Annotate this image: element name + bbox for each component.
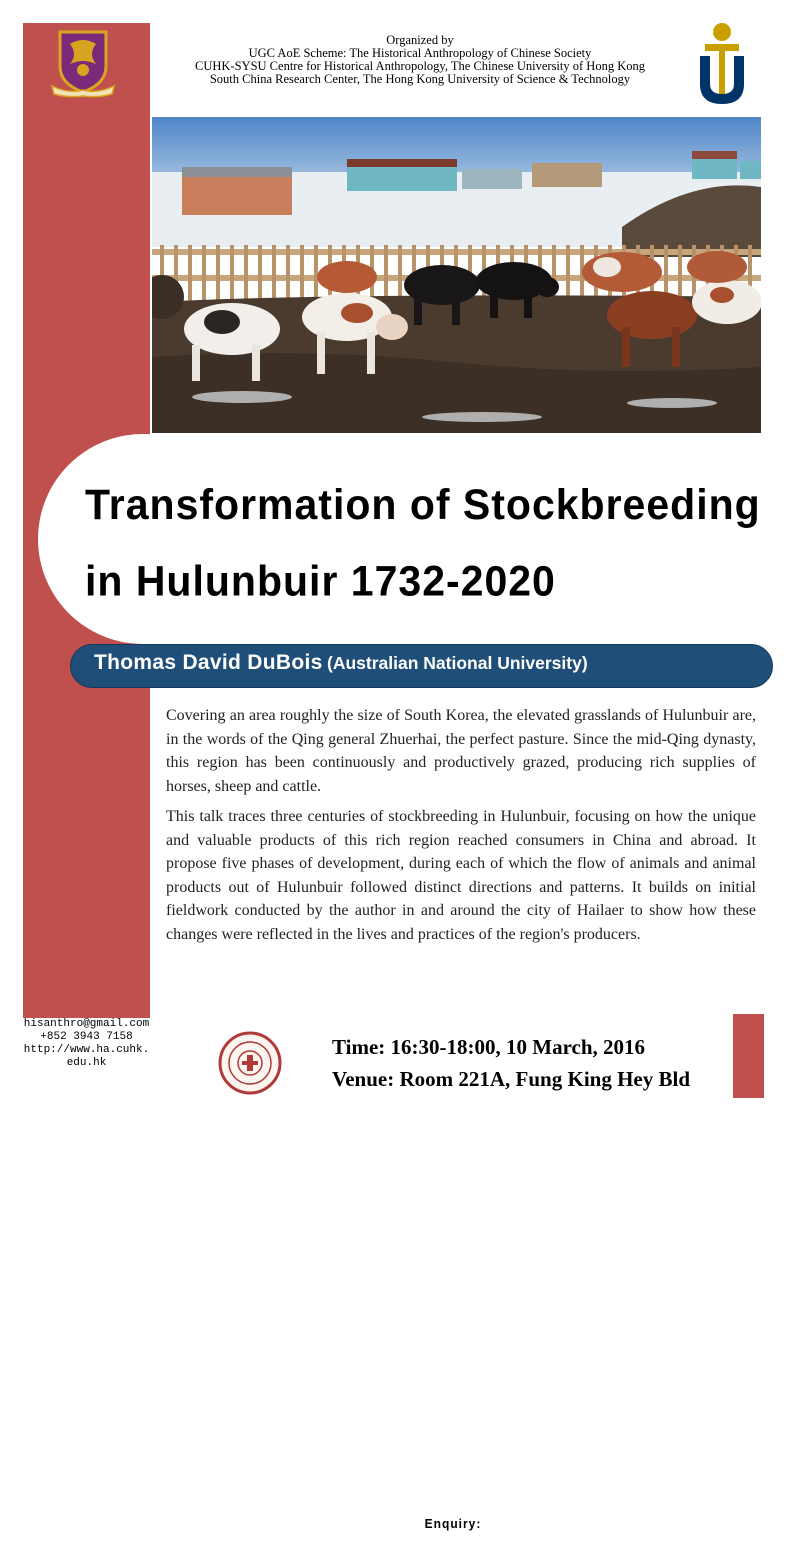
speaker-affiliation: (Australian National University): [327, 653, 588, 673]
organized-by-heading: Organized by: [386, 33, 454, 47]
organizer-line: CUHK-SYSU Centre for Historical Anthropology, The Chinese University of Hong Kong: [195, 59, 645, 73]
event-info: [332, 1031, 690, 1095]
organizer-line: UGC AoE Scheme: The Historical Anthropology of Chinese Society: [248, 46, 592, 60]
title-line-1: Transformation of Stockbreeding: [85, 480, 761, 529]
hkust-logo-icon: [696, 22, 748, 106]
enquiry-label: Enquiry:: [424, 1516, 482, 1532]
speaker-name: Thomas David DuBois: [94, 651, 323, 674]
title-line-2: in Hulunbuir 1732-2020: [85, 556, 556, 605]
abstract-paragraph-1: Covering an area roughly the size of South Korea, the elevated grasslands of Hulunbuir are, in the words of the Qing general Zhuerhai, the perfect pasture. Since the mid-Qing dynasty, this region has been continuously and productively grazed, producing rich supplies of horses, sheep and cattle.: [166, 707, 756, 795]
page-title: [85, 466, 775, 619]
enquiry-email[interactable]: hisanthro@gmail.com: [23, 1018, 150, 1030]
event-time: Time: 16:30-18:00, 10 March, 2016: [332, 1035, 646, 1059]
organizer-line: South China Research Center, The Hong Kong University of Science & Technology: [209, 72, 631, 86]
enquiry-phone: +852 3943 7158: [40, 1031, 133, 1043]
abstract: [166, 704, 756, 953]
event-venue: Venue: Room 221A, Fung King Hey Bld: [332, 1067, 691, 1091]
speaker-line: [94, 651, 588, 675]
right-accent-block: [733, 1014, 764, 1098]
organizers-block: [140, 34, 700, 86]
historical-anthropology-seal-icon: [218, 1031, 282, 1095]
enquiry-url-line-2[interactable]: edu.hk: [66, 1057, 107, 1069]
abstract-paragraph-2: This talk traces three centuries of stockbreeding in Hulunbuir, focusing on how the unique and valuable products of this rich region reached consumers in China and abroad. It propose five phases of development, during each of which the flow of animals and animal products out of Hulunbuir followed distinct directions and patterns. It builds on initial fieldwork conducted by the author in and around the city of Hailaer to show how these changes were reflected in the lives and practices of the region's producers.: [166, 808, 756, 943]
enquiry-url-line-1[interactable]: http://www.ha.cuhk.: [23, 1044, 150, 1056]
enquiry-block: [23, 1018, 482, 1532]
cattle-photo: [152, 117, 761, 433]
cuhk-crest-icon: [48, 28, 118, 98]
